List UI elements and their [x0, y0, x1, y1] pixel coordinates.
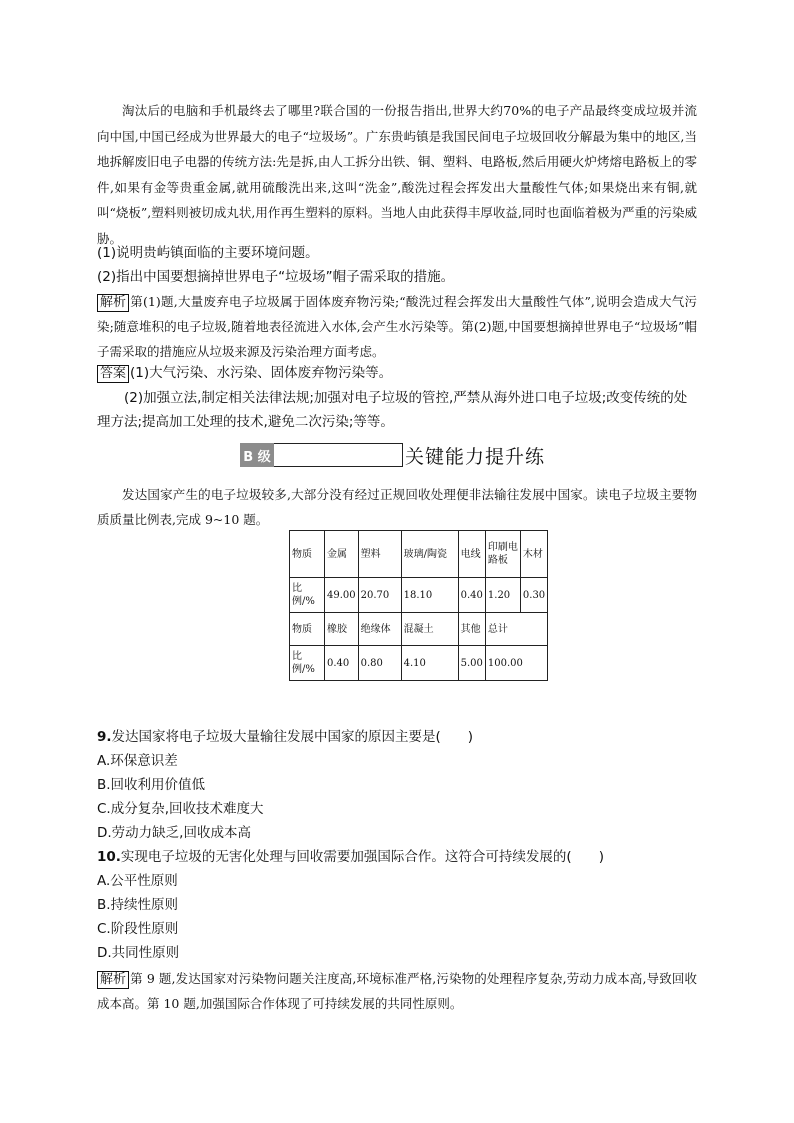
table-row [290, 531, 548, 578]
table-cell: 其他 [458, 613, 485, 646]
option-a: A.公平性原则 [97, 873, 178, 889]
table-cell: 0.40 [458, 578, 485, 613]
table-cell: 物质 [290, 613, 325, 646]
table-cell: 绝缘体 [358, 613, 401, 646]
table-row [290, 613, 548, 646]
question-2: (2)指出中国要想摘掉世界电子“垃圾场”帽子需采取的措施。 [97, 269, 455, 285]
question-10 [97, 845, 697, 869]
question-number: 9. [97, 729, 112, 745]
table-cell: 49.00 [325, 578, 359, 613]
table-cell: 塑料 [358, 531, 401, 578]
option-d: D.劳动力缺乏,回收成本高 [97, 825, 251, 841]
table-cell: 木材 [520, 531, 547, 578]
reading-passage [97, 98, 697, 252]
passage-text: 淘汰后的电脑和手机最终去了哪里?联合国的一份报告指出,世界大约70%的电子产品最终变成垃圾并流向中国,中国已经成为世界最大的电子“垃圾场”。广东贵屿镇是我国民间电子垃圾回收分解最为集中的地区,当地拆解废旧电子电器的传统方法:先是拆,由人工拆分出铁、铜、塑料、电路板,然后用硬火炉烤熔电路板上的零件,如果有金等贵重金属,就用硫酸洗出来,这叫“洗金”,酸洗过程会挥发出大量酸性气体;如果烧出来有铜,就叫“烧板”,塑料则被切成丸状,用作再生塑料的原料。当地人由此获得丰厚收益,同时也面临着极为严重的污染威胁。 [97, 103, 697, 246]
table-cell: 0.40 [325, 646, 359, 681]
option-d: D.共同性原则 [97, 945, 180, 961]
table-cell: 比例/% [290, 578, 325, 613]
table-cell: 0.80 [358, 646, 401, 681]
option-a: A.环保意识差 [97, 753, 178, 769]
table-cell: 混凝土 [401, 613, 458, 646]
section-badge: B 级 [240, 443, 274, 467]
table-cell: 金属 [325, 531, 359, 578]
table-cell: 4.10 [401, 646, 458, 681]
option-b: B.持续性原则 [97, 897, 179, 913]
analysis-tag: 解析 [97, 971, 129, 989]
table-cell: 印刷电路板 [485, 531, 520, 578]
materials-table [289, 530, 548, 681]
table-cell: 20.70 [358, 578, 401, 613]
table-cell: 比例/% [290, 646, 325, 681]
table-cell: 物质 [290, 531, 325, 578]
option-c: C.阶段性原则 [97, 921, 179, 937]
answer-tag: 答案 [97, 365, 129, 383]
table-row [290, 578, 548, 613]
option-b: B.回收利用价值低 [97, 777, 206, 793]
analysis-block-2 [97, 966, 697, 1016]
table-cell: 玻璃/陶瓷 [401, 531, 458, 578]
table-cell: 橡胶 [325, 613, 359, 646]
question-stem: 发达国家将电子垃圾大量输往发展中国家的原因主要是( ) [111, 729, 474, 745]
table-cell: 5.00 [458, 646, 485, 681]
question-9 [97, 725, 697, 749]
analysis-text: 第(1)题,大量废弃电子垃圾属于固体废弃物污染;“酸洗过程会挥发出大量酸性气体”,说明会造成大气污染;随意堆积的电子垃圾,随着地表径流进入水体,会产生水污染等。第(2)题,中国要想摘掉世界电子“垃圾场”帽子需采取的措施应从垃圾来源及污染治理方面考虑。 [97, 294, 697, 359]
table-cell: 1.20 [485, 578, 520, 613]
analysis-block-1 [97, 289, 697, 364]
question-number: 10. [97, 849, 121, 865]
table-cell: 总计 [485, 613, 547, 646]
section-header [240, 440, 545, 470]
answer-block [97, 362, 697, 385]
table-cell: 0.30 [520, 578, 547, 613]
option-c: C.成分复杂,回收技术难度大 [97, 801, 264, 817]
table-cell: 18.10 [401, 578, 458, 613]
section-blank-box [274, 443, 403, 467]
table-intro: 发达国家产生的电子垃圾较多,大部分没有经过正规回收处理便非法输往发展中国家。读电子垃圾主要物质质量比例表,完成 9~10 题。 [97, 487, 697, 527]
question-1: (1)说明贵屿镇面临的主要环境问题。 [97, 245, 319, 261]
table-cell: 电线 [458, 531, 485, 578]
answer-line-2: (2)加强立法,制定相关法律法规;加强对电子垃圾的管控,严禁从海外进口电子垃圾;改变传统的处理方法;提高加工处理的技术,避免二次污染;等等。 [97, 390, 688, 430]
section-title: 关键能力提升练 [405, 445, 546, 468]
table-row [290, 646, 548, 681]
answer-line-1: (1)大气污染、水污染、固体废弃物污染等。 [130, 365, 393, 381]
question-stem: 实现电子垃圾的无害化处理与回收需要加强国际合作。这符合可持续发展的( ) [120, 849, 604, 865]
analysis-text: 第 9 题,发达国家对污染物问题关注度高,环境标准严格,污染物的处理程序复杂,劳动力成本高,导致回收成本高。第 10 题,加强国际合作体现了可持续发展的共同性原则。 [97, 971, 697, 1011]
table-cell: 100.00 [485, 646, 547, 681]
analysis-tag: 解析 [97, 294, 129, 312]
